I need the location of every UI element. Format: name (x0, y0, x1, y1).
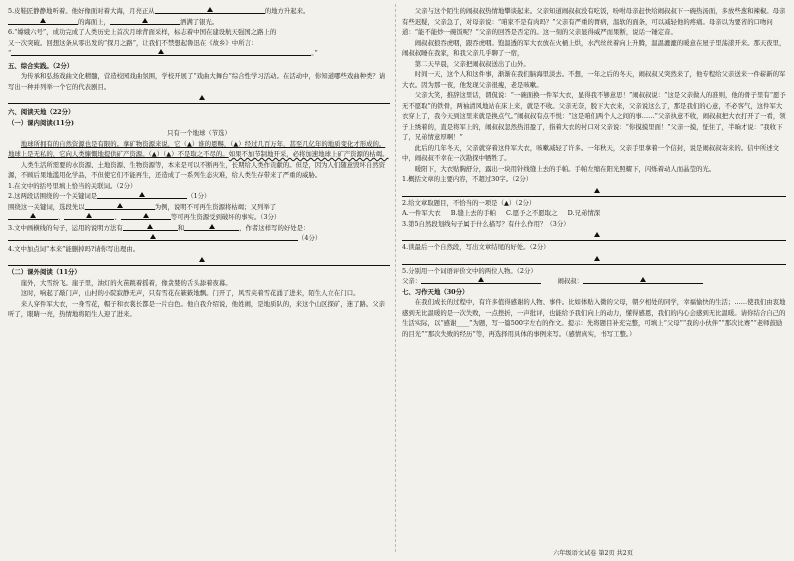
triangle-marker-icon (478, 277, 484, 282)
question-6-answer: “ 。” (8, 49, 318, 57)
triangle-marker-icon (150, 234, 156, 239)
question-6-line-2: 又一次突破。回想这条从零出发的“探月之路”，让我们不禁想起鲁迅在《故乡》中所言： (8, 38, 258, 47)
triangle-marker-icon (199, 95, 205, 100)
answer-blank[interactable] (8, 17, 78, 25)
triangle-marker-icon (594, 232, 600, 237)
triangle-marker-icon (640, 277, 646, 282)
triangle-marker-icon (143, 213, 149, 218)
triangle-marker-icon (117, 203, 123, 208)
answer-blank[interactable] (64, 212, 114, 220)
story-paragraph-10: 暖阳下，大衣贴胸舒分，露出一块用针线缝上去的手帕。手帕左缩在阳光照耀下，闪烁着动人而晶莹的光。 (414, 164, 716, 173)
reading-question-3: 3.第5自然段划线句子属于什么描写？有什么作用？（3分） (402, 219, 570, 228)
story-paragraph-2: 这时，响起了敲门声，山村的小院寂静无声，只有雪花在簌簌地飘。门开了，风雪夹着雪花涌了进来，陌生人立在门口。 (20, 289, 360, 297)
article-paragraph-2: 人类生活所需要的水资源、土地资源、生物资源等，本来是可以不断再生，长期给人类作贡献的。但是，因为人们随意毁坏自然资源，不顾后果地滥用化学品，不但使它们不能再生，还造成了一系列生态灾难，给人类生存带来了严重的威胁。 (8, 160, 386, 179)
answer-blank[interactable] (8, 233, 298, 241)
answer-blank[interactable] (97, 191, 187, 199)
triangle-marker-icon (207, 7, 213, 12)
answer-blank[interactable] (121, 212, 171, 220)
article-title: 只有一个地球（节选） (167, 129, 231, 137)
answer-line[interactable] (402, 187, 786, 197)
story-paragraph-6: 第二天早晨，父亲把闹叔叔送出了山外。 (414, 59, 530, 68)
story-paragraph-9: 此后的几年冬天，父亲就穿着这件军大衣，咳嗽减轻了许多。一年秋天，父亲手里拿着一个信封，说是闹叔叔寄来的。信中所述文中，闹叔叔不幸在一次勘探中牺牲了。 (402, 143, 780, 162)
subsection-2-title: （二）课外阅读（11分） (8, 268, 81, 276)
question-1: 1.在文中的括号里填上恰当的关联词。（2分） (8, 181, 137, 190)
answer-blank[interactable] (8, 212, 58, 220)
right-column (402, 6, 786, 339)
answer-blank[interactable] (11, 48, 311, 56)
section-7-title: 七、习作天地（30分） (402, 287, 469, 296)
triangle-marker-icon (139, 192, 145, 197)
option-a[interactable]: A.一件军大衣 (402, 209, 441, 217)
option-d[interactable]: D.兄弟情深 (567, 209, 601, 217)
story-paragraph-1: 崖外，大雪纷飞。崖子里，油灯的火苗跳着摇着，像贪婪的舌头舔着夜幕。 (20, 278, 232, 287)
triangle-marker-icon (86, 213, 92, 218)
answer-line[interactable] (402, 255, 786, 265)
story-paragraph-8: 父亲大笑，推辞这里话，谓侃说：“一碗面换一件军大衣，显得我不够意思！”闹叔叔说：“这是父亲做人的准则，他的骨子里有“愿予无不愿取”的铁骨，两袖清风地站在床上来，就是不收。父亲无奈，脱下大衣来，父亲说这么了，那是我们的心意，不必客气，这件军大衣穿上了，我今天到这里来就是换点气。”闹叔叔有点不悦：“这是咱们两个人之间的事……”父亲执意不收，闹叔叔把大衣打开了一看，领子上绣着的，直是将军上的，闹叔叔忽然热泪盈了，指着大衣的衬口对父亲说：“你摸摸里面！”父亲一摸，怔住了，半晌才说：“我收下了，兄弟情意厚啊！” (402, 91, 786, 141)
answer-line[interactable] (8, 94, 390, 104)
question-2: 2.这两段话围绕的一个关键词是 （1分） (8, 192, 211, 200)
reading-question-5: 5.分别用一个词语评价文中的两位人物。（2分） (402, 266, 537, 275)
question-5-cont: 的海面上， 洒满了银光。 (8, 17, 390, 28)
question-5: 5.皮鞋匠静静地听着。他好像面对着大海，月亮正从 的地方升起来。 (8, 7, 310, 15)
triangle-marker-icon (594, 256, 600, 261)
triangle-marker-icon (158, 49, 164, 54)
section-5-text: 为传承和弘扬戏曲文化精髓，营造校园戏曲氛围，学校开展了“戏曲大舞台”综合性学习活动。在活动中，你知道哪些戏曲种类？请写出一种并列举一个它的代表剧目。 (8, 72, 386, 91)
reading-question-2: 2.给文章取题目，不恰当的一项是（▲）（2分） (402, 198, 536, 207)
question-6-line-1: 6.“嫦娥六号”，成功完成了人类历史上首次月球背面采样，标志着中国在建设航天强国之路上的 (8, 28, 277, 36)
story-paragraph-7: 时间一天，这个人和这件事，渐渐在我们脑海里淡去。不想，一年之后的冬天，闹叔叔又突然来了，他专程给父亲送来一件崭新的军大衣。因为那一夜，他发现父亲很瘦，老是咳嗽。 (402, 70, 786, 89)
answer-blank[interactable] (155, 6, 265, 14)
option-c[interactable]: C.愿予之不愿取之 (506, 209, 558, 217)
question-2-cont-2: 、 、 等可再生资源受到破坏的事实。（3分） (8, 212, 390, 223)
column-divider (395, 4, 396, 552)
subsection-1-title: （一）课内阅读(11分) (8, 118, 75, 127)
answer-line[interactable] (402, 231, 786, 241)
question-4: 4.文中加点词“本来”能删掉吗?请你写出理由。 (8, 244, 140, 253)
option-b[interactable]: B.缝上去的手帕 (450, 209, 496, 217)
answer-blank[interactable] (184, 223, 239, 231)
reading-question-5-answers: 父亲： 闹叔叔： (402, 276, 786, 287)
triangle-marker-icon (594, 188, 600, 193)
section-5-title: 五、综合实践。（2分） (8, 61, 74, 70)
story-paragraph-5: 闹叔叔狼吞虎咽，跟吞虎咽。饱温透的军大衣放在火桶上烘，水汽丝丝着向上升腾，温温漉漉的暖意在屋子里荡漾开来。那天夜里，闹叔叔睡在我家，和我父亲几乎聊了一宿， (402, 38, 786, 57)
answer-blank[interactable] (85, 202, 155, 210)
triangle-marker-icon (142, 18, 148, 23)
answer-blank[interactable] (123, 223, 178, 231)
story-paragraph-3: 来人穿件军大衣，一身雪花，帽子和衣裳长都是一片白色。他自我介绍说，他姓闹，是地质队的，来这个山区探矿，迷了路。父亲听了，眼睛一亮，热情地将陌生人迎了进来。 (8, 299, 386, 318)
answer-blank[interactable] (583, 276, 703, 284)
answer-blank[interactable] (421, 276, 541, 284)
left-column (8, 6, 390, 320)
triangle-marker-icon (199, 257, 205, 262)
section-6-title: 六、阅读天地（22分） (8, 108, 75, 116)
essay-prompt: 在我们成长的过程中，有许多值得感谢的人物、事件。比如体贴入微的父母，朝夕相处的同学，幸福愉快的生活；……使我们由衷地感到无比温暖的是一次失败，一点挫折，一声批评，也能给予我们向上的动力，懂得感恩，我们的内心会感到无比温暖。请你结合自己的生活实际，以“感谢____”为题，写一篇500字左右的作文。提示：先将题目补充完整，可填上“父母”“我的小伙伴”“那次比赛”“老师鼓励的目光”“那次失败的经历”等，再选择用具体的事例来写。（感情真实，书写工整。） (402, 298, 786, 338)
page-footer: 六年级语文试卷 第2页 共2页 (553, 550, 633, 557)
article-paragraph-1: 地球所拥有的自然资源也是有限的。拿矿物资源来说，它（▲）谁的恩赐，（▲）经过几百万年，甚至几亿年的地质变化才形成的。地球上是无私的，它向人类慷慨地提供矿产资源。（▲）（▲）不是取之不尽的。如果不加节制地开采，必将加速地球上矿产资源的枯竭。 (8, 139, 389, 158)
triangle-marker-icon (40, 18, 46, 23)
question-3-cont: （4分） (8, 233, 390, 244)
question-3: 3.文中画横线的句子，运用的说明方法有 和 ，作者这样写的好处是： (8, 223, 310, 232)
reading-question-1: 1.概括文章的主要内容，不超过30字。（2分） (402, 175, 533, 183)
answer-blank[interactable] (110, 17, 180, 25)
answer-line[interactable] (8, 256, 390, 266)
triangle-marker-icon (30, 213, 36, 218)
reading-question-4: 4.读最后一个自然段，写出文章结尾的好处。（2分） (402, 243, 550, 251)
story-paragraph-4: 父亲与这个陌生的闹叔叔热情地攀谈起来。父亲知道闹叔叔没有吃饭，吩咐母亲赶快给闹叔叔下一碗热汤面，多放些葱和辣椒。母亲有些迟疑，父亲急了，对母亲说：“咱家不是有肉吗？”父亲有严重的胃病，温软的面条，可以减轻他的疼痛。母亲以为要省的口吻问道：“能不能炒一碗饭呢？”父亲的回答是否定的。这一刻的父亲显得威严而果断，说话一锤定音。 (402, 7, 786, 36)
reading-question-2-options (402, 208, 786, 219)
triangle-marker-icon (147, 224, 153, 229)
question-2-cont: 围绕这一关键词，选段先以 为例，说明不可再生资源将枯竭；又列举了 (8, 202, 277, 211)
triangle-marker-icon (209, 224, 215, 229)
